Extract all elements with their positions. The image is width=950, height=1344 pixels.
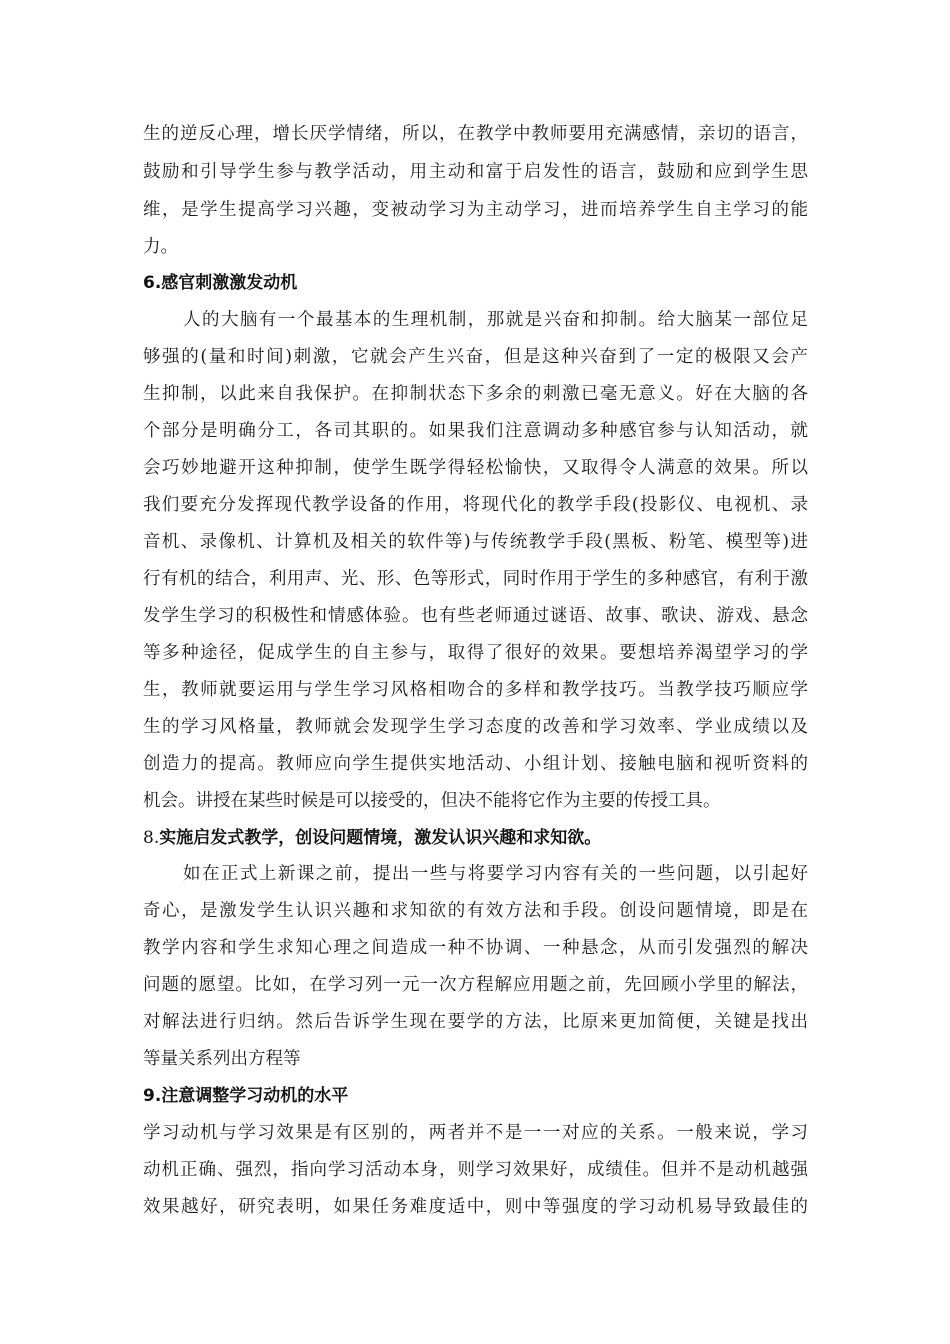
para-top-line-4: 力。 [143, 237, 178, 257]
para-8-line-2: 奇心，是激发学生认识兴趣和求知欲的有效方法和手段。创设问题情境，即是在 [143, 901, 808, 921]
para-8-line-5: 对解法进行归纳。然后告诉学生现在要学的方法，比原来更加简便，关键是找出 [143, 1012, 808, 1032]
para-8-line-4: 问题的愿望。比如，在学习列一元一次方程解应用题之前，先回顾小学里的解法， [143, 975, 808, 995]
para-6-line-1: 人的大脑有一个最基本的生理机制，那就是兴奋和抑制。给大脑某一部位足 [183, 310, 808, 330]
para-9-line-1: 学习动机与学习效果是有区别的，两者并不是一一对应的关系。一般来说，学习 [143, 1123, 808, 1143]
para-6-line-3: 生抑制，以此来自我保护。在抑制状态下多余的刺激已毫无意义。好在大脑的各 [143, 384, 808, 404]
section-heading-8-text: 实施启发式教学，创设问题情境，激发认识兴趣和求知欲。 [159, 828, 602, 848]
section-heading-8-number: 8. [143, 828, 160, 848]
para-6-line-9: 发学生学习的积极性和情感体验。也有些老师通过谜语、故事、歌诀、游戏、悬念 [143, 606, 808, 626]
para-9-line-2: 动机正确、强烈，指向学习活动本身，则学习效果好，成绩佳。但并不是动机越强 [143, 1160, 808, 1180]
para-6-line-13: 创造力的提高。教师应向学生提供实地活动、小组计划、接触电脑和视听资料的 [143, 754, 808, 774]
para-8-line-3: 教学内容和学生求知心理之间造成一种不协调、一种悬念，从而引发强烈的解决 [143, 938, 808, 958]
para-top-line-2: 鼓励和引导学生参与教学活动，用主动和富于启发性的语言，鼓励和应到学生思 [143, 162, 808, 182]
para-6-line-14: 机会。讲授在某些时候是可以接受的，但决不能将它作为主要的传授工具。 [143, 791, 721, 811]
para-top-line-1: 生的逆反心理，增长厌学情绪，所以，在教学中教师要用充满感情，亲切的语言， [143, 124, 808, 144]
para-top-line-3: 维，是学生提高学习兴趣，变被动学习为主动学习，进而培养学生自主学习的能 [143, 200, 808, 220]
para-6-line-7: 音机、录像机、计算机及相关的软件等)与传统教学手段(黑板、粉笔、模型等)进 [143, 532, 808, 552]
section-heading-9: 9.注意调整学习动机的水平 [143, 1086, 349, 1106]
para-9-line-3: 效果越好，研究表明，如果任务难度适中，则中等强度的学习动机易导致最佳的 [143, 1197, 808, 1217]
para-6-line-12: 生的学习风格量，教师就会发现学生学习态度的改善和学习效率、学业成绩以及 [143, 717, 808, 737]
para-8-line-1: 如在正式上新课之前，提出一些与将要学习内容有关的一些问题，以引起好 [183, 864, 808, 884]
para-6-line-8: 行有机的结合，利用声、光、形、色等形式，同时作用于学生的多种感官，有利于激 [143, 569, 808, 589]
para-6-line-5: 会巧妙地避开这种抑制，使学生既学得轻松愉快，又取得令人满意的效果。所以 [143, 458, 808, 478]
section-heading-6: 6.感官刺激激发动机 [143, 273, 298, 293]
para-6-line-6: 我们要充分发挥现代教学设备的作用，将现代化的教学手段(投影仪、电视机、录 [143, 495, 808, 515]
para-6-line-10: 等多种途径，促成学生的自主参与，取得了很好的效果。要想培养渴望学习的学 [143, 643, 808, 663]
para-6-line-4: 个部分是明确分工，各司其职的。如果我们注意调动多种感官参与认知活动，就 [143, 421, 808, 441]
para-6-line-2: 够强的(量和时间)刺激，它就会产生兴奋，但是这种兴奋到了一定的极限又会产 [143, 347, 808, 367]
para-6-line-11: 生，教师就要运用与学生学习风格相吻合的多样和教学技巧。当教学技巧顺应学 [143, 680, 808, 700]
para-8-line-6: 等量关系列出方程等 [143, 1049, 301, 1069]
section-heading-8 [143, 826, 601, 850]
